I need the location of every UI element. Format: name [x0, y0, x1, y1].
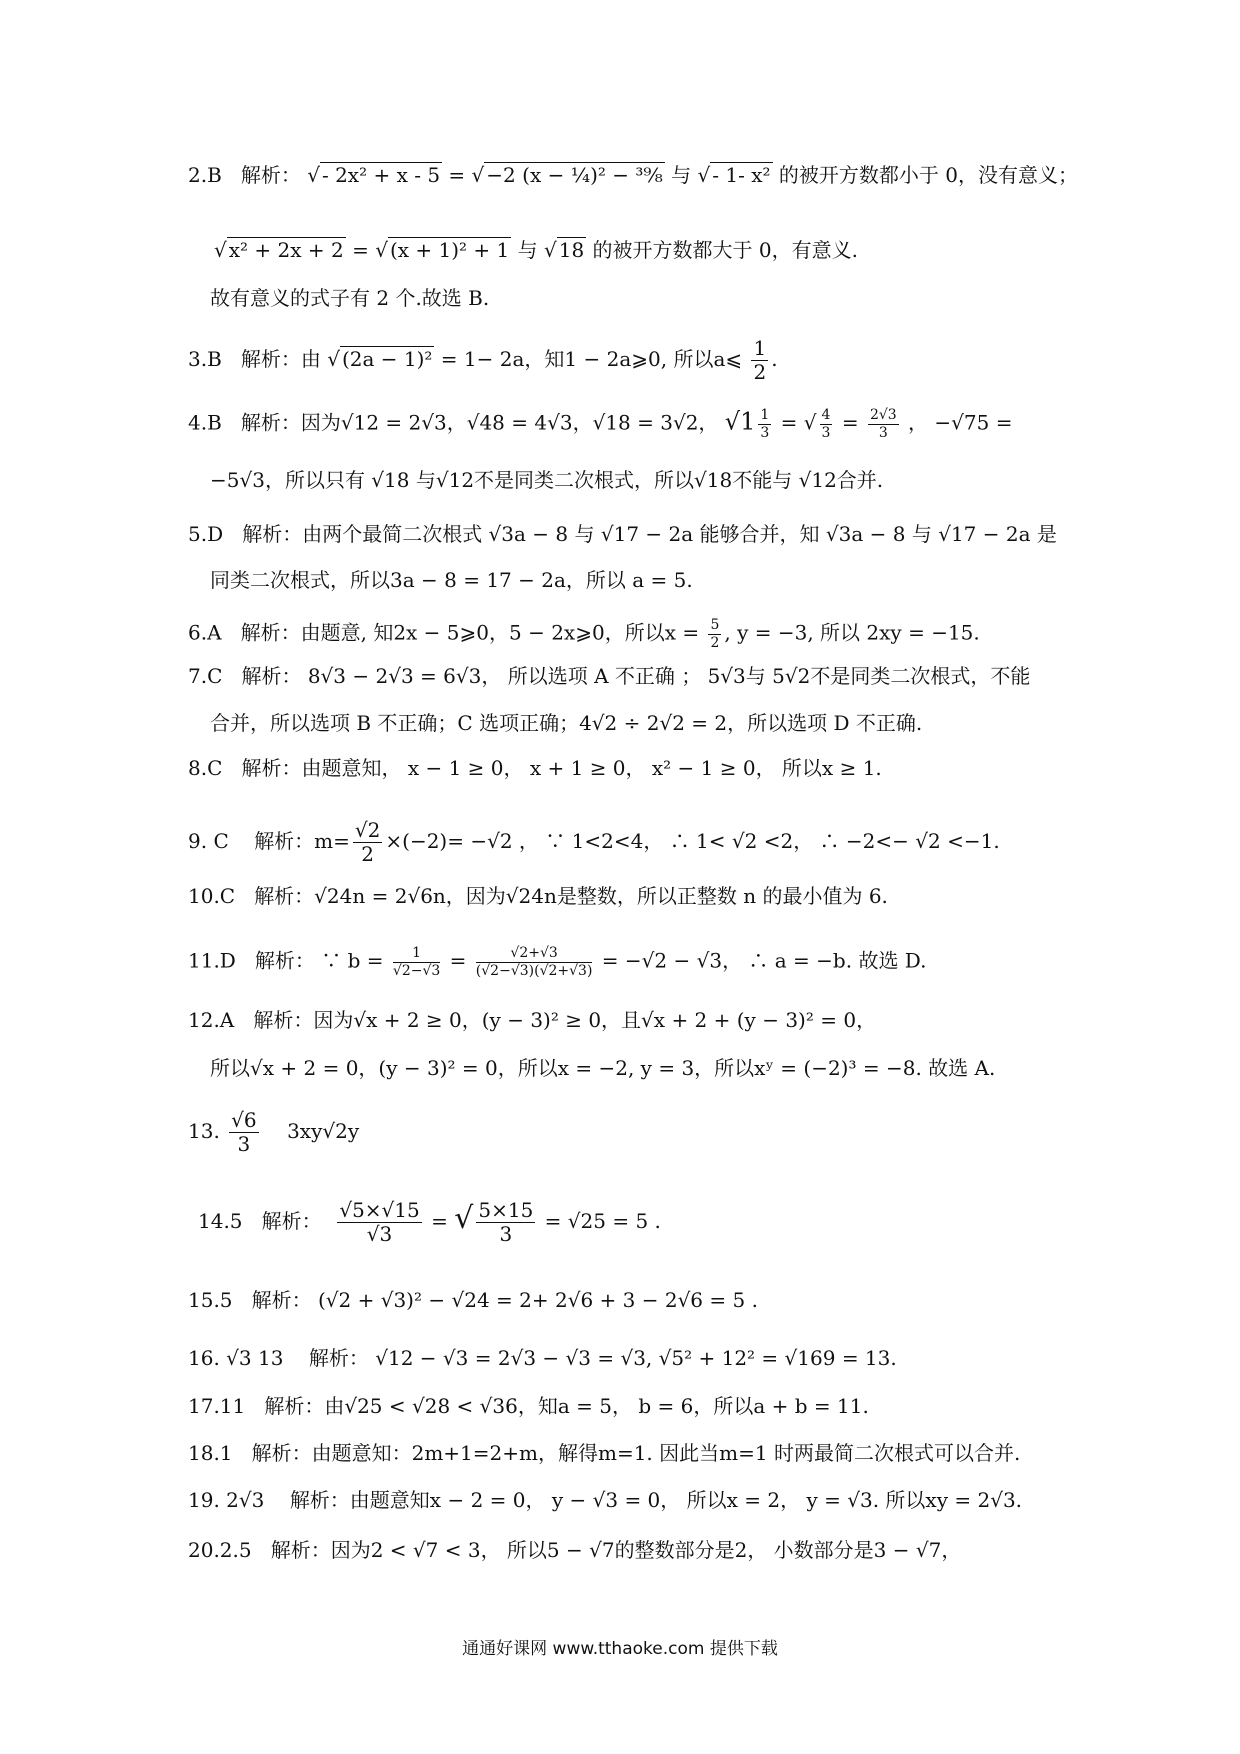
sqrt-expression: √ −2 (x − ¹⁄₄)² − ³⁹⁄₈	[471, 163, 663, 187]
text: 解析：由√25 < √28 < √36，知a = 5， b = 6，所以a + b = 11.	[264, 1394, 869, 1418]
mixed-number: 1	[740, 407, 756, 436]
equals: =	[841, 410, 859, 435]
fraction: $\frac{2√3}{3}$	[869, 407, 897, 441]
item-7-line-1	[188, 666, 1030, 686]
item-18	[188, 1443, 1020, 1463]
item-number: 20.2.5	[188, 1538, 252, 1562]
item-19	[188, 1490, 1022, 1510]
item-number: 4.B	[188, 410, 222, 435]
item-8	[188, 758, 882, 778]
item-7-line-2: 合并，所以选项 B 不正确；C 选项正确；4√2 ÷ 2√2 = 2，所以选项 D 不正确.	[210, 711, 923, 735]
item-number: 11.D	[188, 948, 236, 973]
text: = √25 = 5 .	[544, 1209, 661, 1233]
text: , y = −3, 所以 2xy = −15.	[724, 620, 980, 645]
item-5-line-1	[188, 524, 1057, 544]
item-9	[188, 820, 1000, 865]
text: 解析：由题意知：2m+1=2+m，解得m=1. 因此当m=1 时两最简二次根式可以合并.	[251, 1441, 1021, 1465]
item-14: 14.5 解析： $\frac{√5\times√15}{√3}$ = √ $\frac{5\times 15}{3}$ = √25 = 5 .	[198, 1198, 661, 1246]
item-2-line-1	[188, 165, 1078, 185]
item-number: 17.11	[188, 1394, 246, 1418]
item-12-line-1	[188, 1010, 876, 1030]
item-12-line-2: 所以√x + 2 = 0，(y − 3)² = 0，所以x = −2, y = 3，所以xʸ = (−2)³ = −8. 故选 A.	[210, 1056, 996, 1080]
text: 解析：	[261, 1209, 322, 1233]
item-17	[188, 1396, 869, 1416]
item-number: 15.5	[188, 1288, 233, 1312]
item-6	[188, 618, 980, 650]
text: 解析：m=	[254, 829, 350, 853]
fraction: $\frac{1}{2}$	[753, 336, 767, 384]
item-number: 5.D	[188, 522, 224, 546]
answer: 2√3	[226, 1488, 265, 1512]
text: 的被开方数都大于 0，有意义.	[592, 238, 858, 262]
text: 的被开方数都小于 0，没有意义；	[778, 163, 1078, 187]
page-footer: 通通好课网 www.tthaoke.com 提供下载	[462, 1639, 778, 1659]
text: 解析：由题意知， x − 1 ≥ 0， x + 1 ≥ 0， x² − 1 ≥ 0， 所以x ≥ 1.	[241, 756, 882, 780]
item-2-line-2	[214, 240, 858, 260]
answer: 3xy√2y	[287, 1119, 360, 1143]
sqrt-expression: √ 18	[543, 238, 585, 262]
text: 解析：因为√12 = 2√3，√48 = 4√3，√18 = 3√2，	[240, 410, 719, 435]
text: 解析：因为2 < √7 < 3， 所以5 − √7的整数部分是2， 小数部分是3 − √7，	[270, 1538, 962, 1562]
item-number: 8.C	[188, 756, 223, 780]
item-5-line-2: 同类二次根式，所以3a − 8 = 17 − 2a，所以 a = 5.	[210, 568, 693, 592]
item-number: 18.1	[188, 1441, 233, 1465]
fraction: $\frac{√2}{2}$	[354, 818, 381, 866]
sqrt-expression: √ - 1- x²	[697, 163, 771, 187]
text: 解析： (√2 + √3)² − √24 = 2+ 2√6 + 3 − 2√6 = 5 .	[251, 1288, 758, 1312]
fraction: $\frac{√6}{3}$	[231, 1108, 257, 1156]
text: 与	[671, 163, 692, 187]
sqrt-expression: √ (x + 1)² + 1	[375, 238, 510, 262]
equals: =	[431, 1209, 448, 1233]
fraction: $\frac{√5\times√15}{√3}$	[339, 1198, 420, 1246]
text: 解析： ∵ b =	[254, 948, 384, 973]
item-4-line-2: −5√3，所以只有 √18 与√12不是同类二次根式，所以√18不能与 √12合并.	[210, 468, 884, 492]
text: ， −√75 =	[908, 410, 1013, 435]
fraction: $\frac{√2+√3}{(√2-√3)(√2+√3)}$	[475, 945, 593, 979]
item-16	[188, 1348, 897, 1368]
item-10	[188, 886, 888, 906]
equals: =	[780, 410, 798, 435]
equals: =	[449, 948, 467, 973]
item-number: 7.C	[188, 664, 223, 688]
item-2-line-3: 故有意义的式子有 2 个.故选 B.	[210, 286, 490, 310]
text: ×(−2)= −√2 ， ∵ 1<2<4， ∴ 1< √2 <2， ∴ −2<− √2 <−1.	[385, 829, 1000, 853]
item-number: 16.	[188, 1346, 220, 1370]
text: = −√2 − √3， ∴ a = −b. 故选 D.	[601, 948, 927, 973]
item-15	[188, 1290, 758, 1310]
sqrt-expression: √ - 2x² + x - 5	[307, 163, 441, 187]
text: 解析：√24n = 2√6n，因为√24n是整数，所以正整数 n 的最小值为 6.	[254, 884, 888, 908]
item-number: 6.A	[188, 620, 222, 645]
equals: =	[352, 238, 369, 262]
analysis-label: 解析：	[240, 163, 301, 187]
item-13	[188, 1110, 359, 1155]
equals: =	[448, 163, 466, 187]
item-number: 13.	[188, 1119, 220, 1143]
item-number: 10.C	[188, 884, 236, 908]
item-number: 12.A	[188, 1008, 235, 1032]
fraction: $\frac{5\times 15}{3}$	[478, 1198, 534, 1246]
item-number: 9. C	[188, 829, 229, 853]
text: 解析： 8√3 − 2√3 = 6√3， 所以选项 A 不正确 ； 5√3与 5√2不是同类二次根式，不能	[241, 664, 1031, 688]
item-number: 19.	[188, 1488, 220, 1512]
text: 解析：由题意知x − 2 = 0， y − √3 = 0， 所以x = 2， y = √3. 所以xy = 2√3.	[289, 1488, 1023, 1512]
sqrt-expression: √ (2a − 1)²	[327, 347, 433, 371]
item-20	[188, 1540, 961, 1560]
item-4-line-1: 4.B 解析：因为√12 = 2√3，√48 = 4√3，√18 = 3√2， √1 $\frac{1}{3}$ = √ $\frac{4}{3}$ = $\frac{2√3}{3}$ ， −√75 =	[188, 407, 1013, 441]
text: 解析：因为√x + 2 ≥ 0，(y − 3)² ≥ 0，且√x + 2 + (y − 3)² = 0，	[253, 1008, 877, 1032]
fraction: $\frac{5}{2}$	[710, 617, 720, 651]
text: 解析：由两个最简二次根式 √3a − 8 与 √17 − 2a 能够合并，知 √3a − 8 与 √17 − 2a 是	[242, 522, 1057, 546]
text: 解析：由	[240, 347, 321, 371]
item-number: 14.5	[198, 1209, 243, 1233]
fraction: $\frac{1}{√2-√3}$	[392, 945, 441, 979]
text: = 1− 2a，知1 − 2a⩾0, 所以a⩽	[440, 347, 743, 371]
text: 解析：由题意, 知2x − 5⩾0，5 − 2x⩾0，所以x =	[240, 620, 700, 645]
item-number: 3.B	[188, 347, 222, 371]
sqrt-expression: √ x² + 2x + 2	[214, 238, 344, 262]
item-11	[188, 946, 927, 978]
fraction: $\frac{4}{3}$	[821, 407, 831, 441]
fraction: $\frac{1}{3}$	[760, 407, 770, 441]
item-number: 2.B	[188, 163, 222, 187]
text: .	[771, 347, 778, 371]
item-3	[188, 338, 778, 383]
text: 解析： √12 − √3 = 2√3 − √3 = √3, √5² + 12² = √169 = 13.	[308, 1346, 897, 1370]
text: 与	[517, 238, 538, 262]
answer: √3 13	[226, 1346, 284, 1370]
